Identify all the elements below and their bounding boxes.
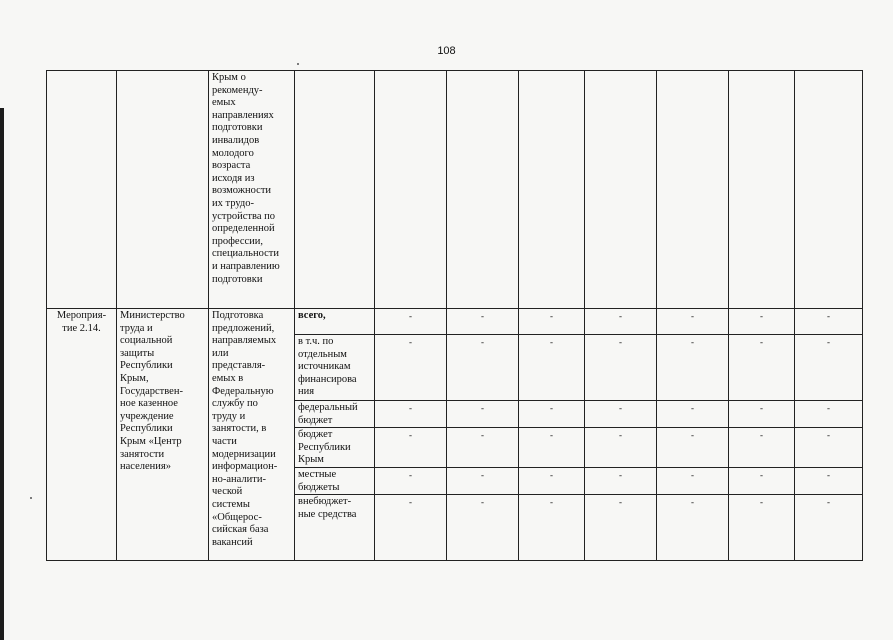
funding-value-cell: - (519, 335, 585, 401)
funding-value-cell: - (519, 401, 585, 428)
text-line: емых в (212, 372, 244, 384)
funding-value-cell: - (447, 495, 519, 561)
funding-value-cell: - (795, 468, 863, 495)
funding-value-cell: - (795, 309, 863, 335)
funding-value-cell: - (657, 495, 729, 561)
text-line: источникам (298, 361, 351, 373)
funding-value-cell: - (657, 428, 729, 468)
text-line: возраста (212, 160, 251, 172)
text-line: исходя из (212, 172, 255, 184)
scan-edge-artifact (0, 108, 4, 640)
funding-source-cell (295, 468, 375, 495)
funding-source-cell (295, 401, 375, 428)
text-line: «Общерос- (212, 511, 262, 523)
funding-value-cell: - (729, 428, 795, 468)
funding-value-cell: - (447, 335, 519, 401)
text-line: ные средства (298, 508, 357, 520)
funding-value-cell: - (657, 401, 729, 428)
text-line: и направлению (212, 260, 280, 272)
program-activities-table (46, 70, 863, 561)
funding-value-cell: - (585, 495, 657, 561)
funding-value-cell (795, 71, 863, 309)
funding-value-cell (519, 71, 585, 309)
table-row (47, 309, 863, 335)
activity-number-cell (47, 71, 117, 309)
text-line: социальной (120, 335, 173, 347)
funding-value-cell: - (729, 401, 795, 428)
funding-value-cell: - (729, 335, 795, 401)
text-line: части (212, 435, 237, 447)
funding-value-cell: - (585, 428, 657, 468)
funding-value-cell (729, 71, 795, 309)
activity-description-cell (209, 71, 295, 309)
text-line: сийская база (212, 524, 269, 536)
funding-value-cell (585, 71, 657, 309)
funding-value-cell: - (447, 468, 519, 495)
text-line: Республики (120, 360, 173, 372)
funding-value-cell: - (375, 401, 447, 428)
text-line: всего, (298, 310, 326, 321)
text-line: емых (212, 97, 236, 109)
funding-value-cell: - (585, 401, 657, 428)
executor-cell (117, 309, 209, 561)
funding-value-cell: - (795, 428, 863, 468)
text-line: труду и (212, 410, 246, 422)
text-line: местные (298, 469, 337, 481)
scan-speck (297, 63, 299, 65)
text-line: федеральный (298, 402, 358, 413)
funding-value-cell: - (657, 309, 729, 335)
text-line: направляемых (212, 335, 277, 347)
activity-description-cell (209, 309, 295, 561)
funding-value-cell: - (447, 309, 519, 335)
text-line: тие 2.14. (62, 322, 101, 334)
text-line: занятости (120, 448, 165, 460)
funding-value-cell (375, 71, 447, 309)
funding-value-cell: - (585, 335, 657, 401)
text-line: бюджет (298, 414, 333, 426)
funding-value-cell: - (519, 468, 585, 495)
text-line: Федеральную (212, 385, 274, 397)
text-line: Республики (120, 423, 173, 435)
text-line: определенной (212, 223, 275, 235)
text-line: Подготовка (212, 310, 264, 321)
text-line: Министерство (120, 310, 185, 321)
text-line: занятости, в (212, 423, 267, 435)
text-line: Крым (298, 454, 324, 466)
text-line: Государствен- (120, 385, 183, 397)
text-line: подготовки (212, 273, 263, 285)
text-line: молодого (212, 147, 254, 159)
text-line: профессии, (212, 235, 264, 247)
text-line: устройства по (212, 210, 275, 222)
text-line: отдельным (298, 348, 347, 360)
funding-value-cell: - (795, 495, 863, 561)
funding-value-cell: - (519, 428, 585, 468)
funding-source-cell (295, 335, 375, 401)
funding-value-cell: - (795, 335, 863, 401)
text-line: бюджеты (298, 481, 340, 493)
text-line: вакансий (212, 536, 253, 548)
funding-value-cell: - (729, 309, 795, 335)
activity-number-cell (47, 309, 117, 561)
text-line: внебюджет- (298, 496, 352, 508)
funding-value-cell: - (375, 468, 447, 495)
text-line: предложений, (212, 322, 275, 334)
funding-value-cell: - (795, 401, 863, 428)
funding-value-cell: - (657, 468, 729, 495)
funding-value-cell: - (729, 468, 795, 495)
text-line: Крым о (212, 72, 246, 83)
text-line: финансирова (298, 373, 357, 385)
text-line: ческой (212, 486, 243, 498)
text-line: Крым, (120, 372, 149, 384)
text-line: в т.ч. по (298, 336, 334, 347)
text-line: учреждение (120, 410, 174, 422)
funding-value-cell: - (375, 495, 447, 561)
text-line: направлениях (212, 109, 274, 121)
text-line: специальности (212, 248, 279, 260)
funding-value-cell: - (585, 309, 657, 335)
table-row-continuation (47, 71, 863, 309)
funding-value-cell: - (519, 495, 585, 561)
funding-value-cell: - (447, 401, 519, 428)
funding-value-cell: - (657, 335, 729, 401)
page-number: 108 (437, 45, 456, 57)
text-line: Республики (298, 441, 351, 453)
funding-source-cell (295, 309, 375, 335)
text-line: рекоменду- (212, 84, 263, 96)
text-line: ния (298, 386, 315, 398)
funding-value-cell: - (729, 495, 795, 561)
text-line: системы (212, 498, 250, 510)
text-line: или (212, 347, 229, 359)
text-line: труда и (120, 322, 153, 334)
text-line: службу по (212, 398, 258, 410)
text-line: Мероприя- (56, 310, 107, 321)
funding-source-cell (295, 71, 375, 309)
text-line: представля- (212, 360, 266, 372)
funding-value-cell: - (585, 468, 657, 495)
text-line: возможности (212, 185, 272, 197)
text-line: информацион- (212, 461, 278, 473)
text-line: бюджет (298, 429, 333, 441)
text-line: инвалидов (212, 134, 260, 146)
funding-value-cell (657, 71, 729, 309)
executor-cell (117, 71, 209, 309)
funding-value-cell: - (519, 309, 585, 335)
text-line: их трудо- (212, 197, 254, 209)
funding-source-cell (295, 495, 375, 561)
text-line: Крым «Центр (120, 435, 182, 447)
text-line: но-аналити- (212, 473, 266, 485)
text-line: подготовки (212, 122, 263, 134)
table-body (47, 71, 863, 561)
funding-value-cell (447, 71, 519, 309)
text-line: ное казенное (120, 398, 178, 410)
scan-speck (30, 497, 32, 499)
funding-value-cell: - (375, 335, 447, 401)
funding-source-cell (295, 428, 375, 468)
funding-value-cell: - (375, 309, 447, 335)
funding-value-cell: - (375, 428, 447, 468)
funding-value-cell: - (447, 428, 519, 468)
text-line: модернизации (212, 448, 276, 460)
text-line: населения» (120, 461, 171, 473)
text-line: защиты (120, 347, 155, 359)
